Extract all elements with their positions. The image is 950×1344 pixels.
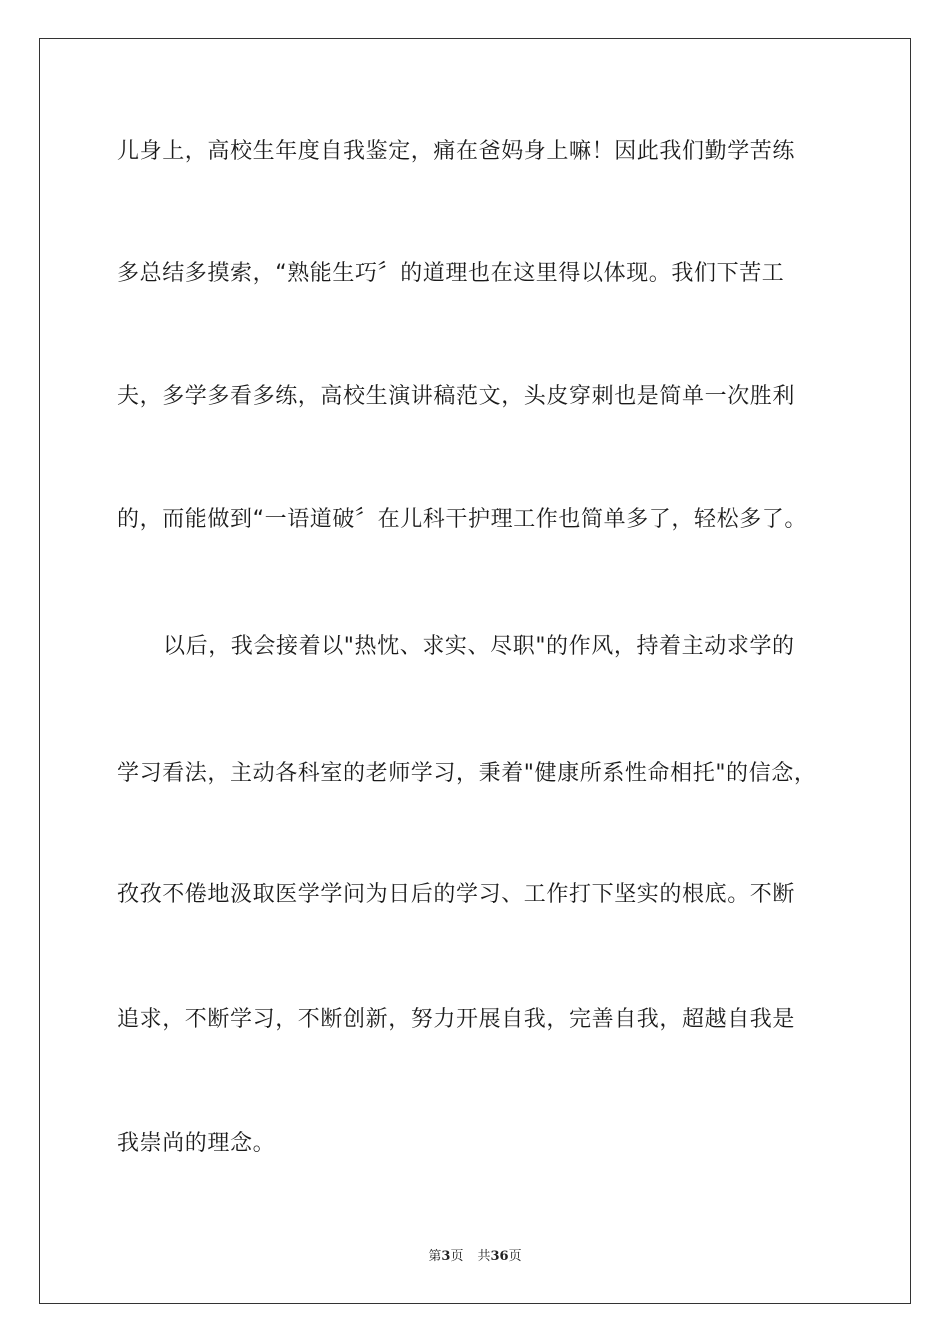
footer-page-suffix: 页 <box>450 1249 464 1264</box>
body-text-line-7: 孜孜不倦地汲取医学学问为日后的学习、工作打下坚实的根底。不断 <box>117 882 796 907</box>
body-text-line-6: 学习看法，主动各科室的老师学习，秉着"健康所系性命相托"的信念， <box>117 761 817 786</box>
footer-page-number: 3 <box>441 1249 451 1264</box>
body-text-line-1: 儿身上，高校生年度自我鉴定，痛在爸妈身上嘛！因此我们勤学苦练 <box>117 139 796 164</box>
page-border <box>39 38 911 1304</box>
body-text-line-2: 多总结多摸索，“熟能生巧〞的道理也在这里得以体现。我们下苦工 <box>117 261 785 286</box>
body-text-line-5: 以后，我会接着以"热忱、求实、尽职"的作风，持着主动求学的 <box>163 634 795 659</box>
footer-page-prefix: 第 <box>428 1249 442 1264</box>
footer-total-prefix: 共 <box>477 1249 491 1264</box>
page-footer <box>0 1245 950 1264</box>
body-text-line-3: 夫，多学多看多练，高校生演讲稿范文，头皮穿刺也是简单一次胜利 <box>117 384 796 409</box>
body-text-line-9: 我崇尚的理念。 <box>117 1131 276 1156</box>
footer-total-suffix: 页 <box>508 1249 522 1264</box>
body-text-line-4: 的，而能做到“一语道破〞在儿科干护理工作也简单多了，轻松多了。 <box>117 507 807 532</box>
body-text-line-8: 追求，不断学习，不断创新，努力开展自我，完善自我，超越自我是 <box>117 1007 796 1032</box>
footer-total-pages: 36 <box>490 1249 509 1264</box>
